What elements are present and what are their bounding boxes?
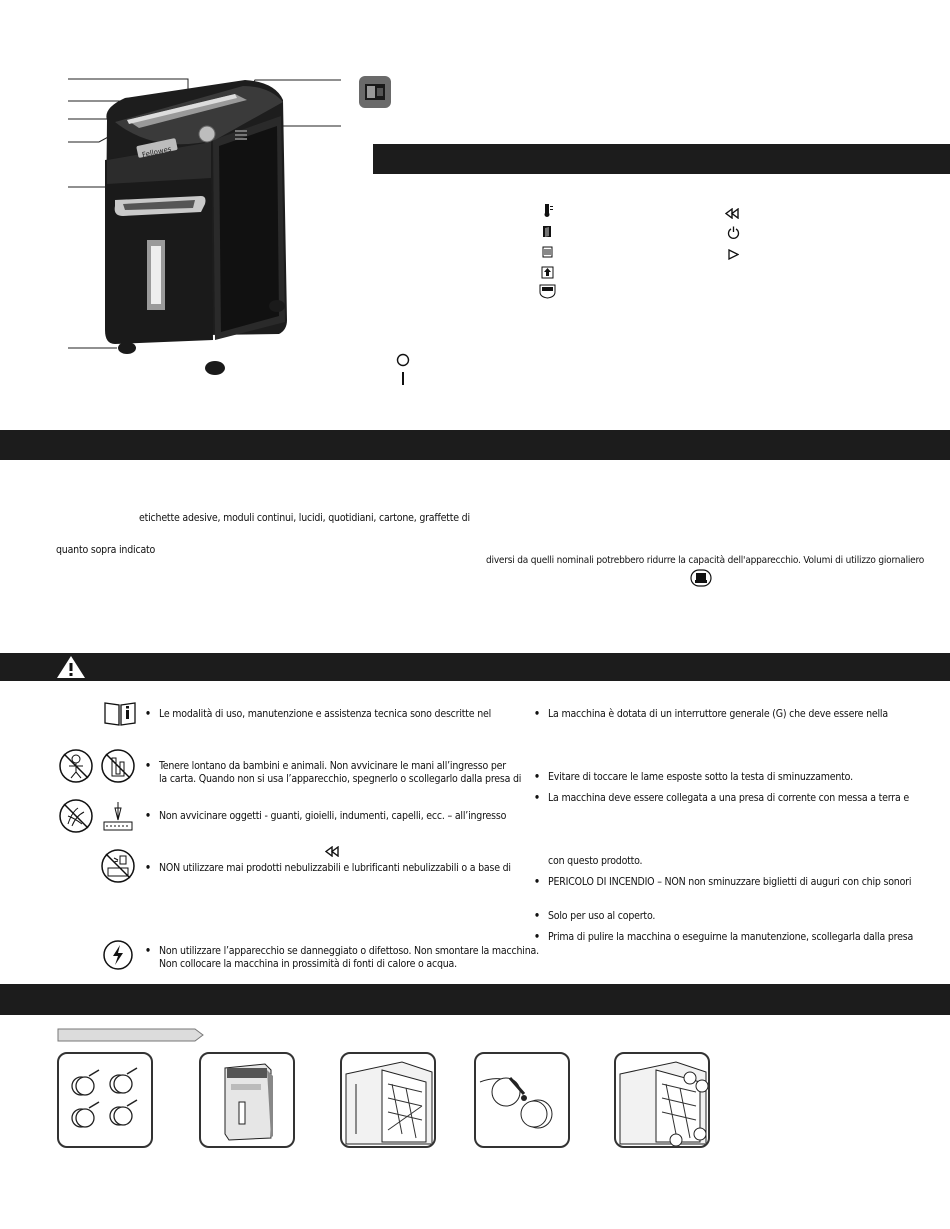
safety-right-2: • Evitare di toccare le lame esposte sotto la testa di sminuzzamento. bbox=[548, 771, 853, 784]
no-hands-icon bbox=[100, 748, 136, 788]
reverse-icon-inline bbox=[325, 842, 339, 861]
reverse-icon bbox=[725, 204, 738, 217]
safety-right-7: • Prima di pulire la macchina o eseguirne la manutenzione, scollegarla dalla presa bbox=[548, 931, 913, 944]
above-line: quanto sopra indicato bbox=[56, 544, 156, 556]
shredder-illustration bbox=[55, 60, 355, 390]
section-bar-assembly bbox=[0, 984, 950, 1015]
off-symbol bbox=[396, 352, 410, 371]
manual-icon bbox=[103, 700, 137, 730]
warning-triangle-icon bbox=[56, 655, 86, 683]
thermometer-icon bbox=[541, 202, 554, 215]
safety-right-4: con questo prodotto. bbox=[548, 855, 643, 867]
header-bar bbox=[373, 144, 950, 174]
step-3-flip bbox=[340, 1052, 436, 1148]
safety-left-1: • Le modalità di uso, manutenzione e assistenza tecnica sono descritte nel bbox=[159, 708, 491, 721]
power-switch-icon bbox=[359, 76, 391, 108]
safety-left-3: • Non avvicinare oggetti - guanti, gioielli, indumenti, capelli, ecc. – all’ingresso bbox=[159, 810, 506, 823]
electric-hazard-icon bbox=[103, 940, 133, 974]
section-bar-safety bbox=[0, 653, 950, 681]
brand-badge: Fellowes bbox=[141, 145, 173, 160]
step-5-assembled bbox=[614, 1052, 710, 1148]
no-children-icon bbox=[58, 748, 94, 788]
on-symbol bbox=[401, 370, 405, 389]
safety-right-3: • La macchina deve essere collegata a una presa di corrente con messa a terra e bbox=[548, 792, 909, 805]
no-aerosol-icon bbox=[100, 848, 136, 888]
door-open-icon bbox=[541, 223, 554, 236]
step-1-casters bbox=[57, 1052, 153, 1148]
safety-right-5: • PERICOLO DI INCENDIO – NON non sminuzzare biglietti di auguri con chip sonori bbox=[548, 876, 911, 889]
step-4-caster-install bbox=[474, 1052, 570, 1148]
lid-open-icon bbox=[690, 569, 712, 591]
safety-left-5: • Non utilizzare l’apparecchio se danneggiato o difettoso. Non smontare la macchina. bbox=[159, 945, 539, 958]
materials-line: etichette adesive, moduli continui, lucidi, quotidiani, cartone, graffette di bbox=[139, 512, 470, 524]
safety-left-2b: la carta. Quando non si usa l’apparecchio, spegnerlo o scollegarlo dalla presa di bbox=[159, 773, 522, 785]
step-2-shredder bbox=[199, 1052, 295, 1148]
bin-full-icon bbox=[541, 243, 554, 256]
paper-overload-icon bbox=[541, 264, 554, 277]
safety-right-6: • Solo per uso al coperto. bbox=[548, 910, 655, 923]
safety-left-4: • NON utilizzare mai prodotti nebulizzabili e lubrificanti nebulizzabili o a base di bbox=[159, 862, 511, 875]
safesense-icon bbox=[539, 284, 556, 299]
no-tie-icon bbox=[100, 798, 136, 838]
section-bar-usage bbox=[0, 430, 950, 460]
capacity-line: diversi da quelli nominali potrebbero ridurre la capacità dell'apparecchio. Volumi di utilizzo giornaliero bbox=[486, 555, 925, 566]
safety-left-5b: Non collocare la macchina in prossimità di fonti di calore o acqua. bbox=[159, 958, 457, 970]
safety-right-1: • La macchina è dotata di un interruttore generale (G) che deve essere nella bbox=[548, 708, 888, 721]
no-loose-items-icon bbox=[58, 798, 94, 838]
arrow-bar bbox=[57, 1027, 205, 1046]
safety-left-2: • Tenere lontano da bambini e animali. Non avvicinare le mani all’ingresso per bbox=[159, 760, 506, 773]
power-icon bbox=[727, 224, 740, 237]
forward-icon bbox=[728, 245, 741, 258]
